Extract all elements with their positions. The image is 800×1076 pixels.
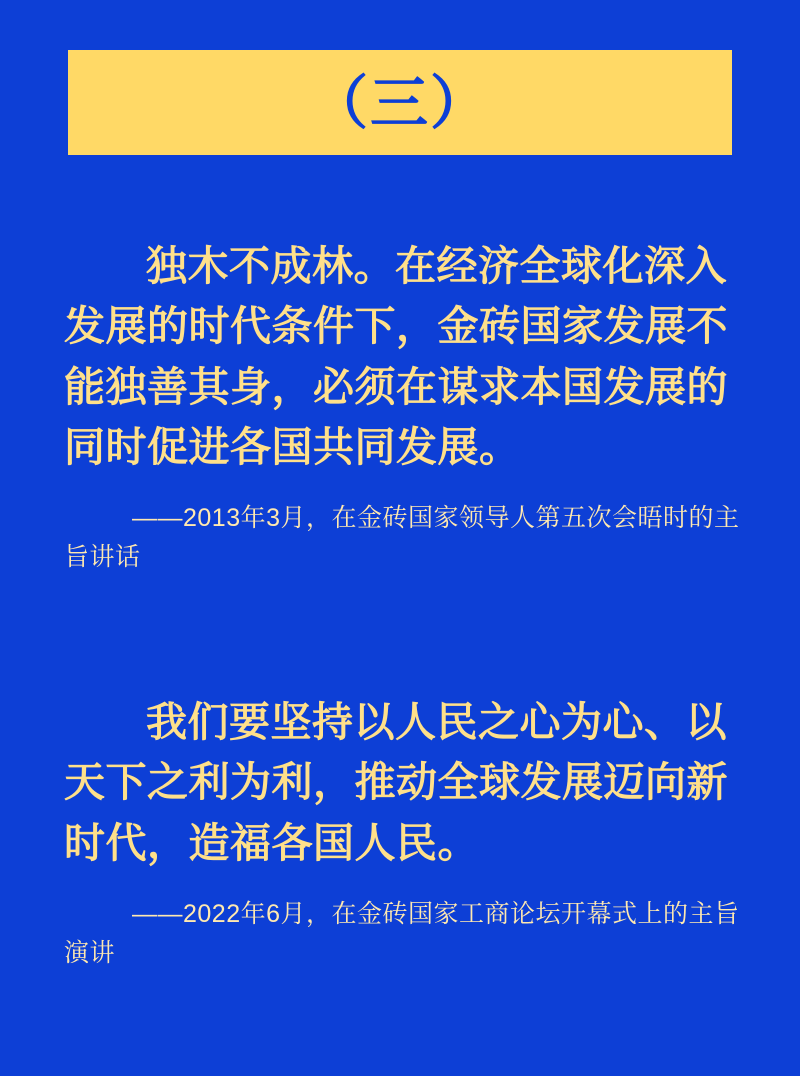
quote-source: ——2013年3月，在金砖国家领导人第五次会晤时的主旨讲话 xyxy=(64,504,740,571)
quote-block-1 xyxy=(64,236,740,577)
section-header-band xyxy=(68,50,732,155)
page-title: （三） xyxy=(309,68,490,137)
quote-text: 独木不成林。在经济全球化深入发展的时代条件下，金砖国家发展不能独善其身，必须在谋求本国发展的同时促进各国共同发展。 xyxy=(64,242,728,471)
quote-block-2 xyxy=(64,692,740,972)
quote-text: 我们要坚持以人民之心为心、以天下之利为利，推动全球发展迈向新时代，造福各国人民。 xyxy=(64,698,728,867)
quote-source: ——2022年6月，在金砖国家工商论坛开幕式上的主旨演讲 xyxy=(64,899,740,967)
